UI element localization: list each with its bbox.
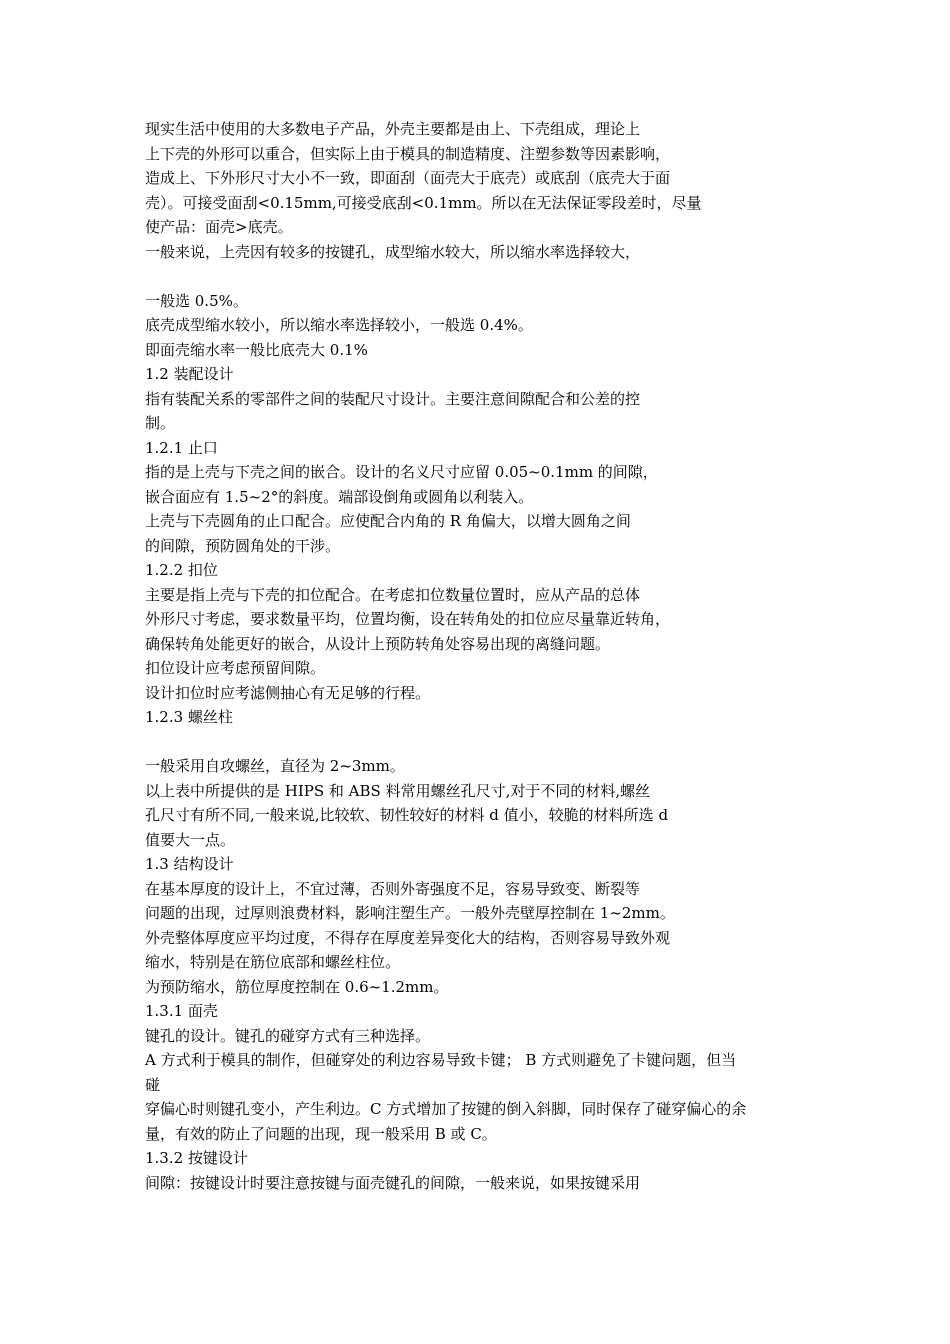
text-line: 上壳与下壳圆角的止口配合。应使配合内角的 R 角偏大，以增大圆角之间 — [145, 512, 631, 530]
text-line: 指有装配关系的零部件之间的装配尺寸设计。主要注意间隙配合和公差的控 — [145, 389, 641, 408]
text-line: 1.2 装配设计 — [145, 365, 234, 383]
text-line: A 方式利于模具的制作，但碰穿处的利边容易导致卡键； B 方式则避免了卡键问题，但当 — [145, 1051, 737, 1069]
text-line: 1.2.3 螺丝柱 — [145, 708, 233, 726]
text-line: 为预防缩水，筋位厚度控制在 0.6~1.2mm。 — [145, 977, 449, 996]
text-line: 主要是指上壳与下壳的扣位配合。在考虑扣位数量位置时，应从产品的总体 — [145, 585, 641, 604]
text-line: 设计扣位时应考滤侧抽心有无足够的行程。 — [145, 683, 431, 702]
text-line: 一般采用自攻螺丝，直径为 2~3mm。 — [145, 757, 405, 775]
text-line: 缩水，特别是在筋位底部和螺丝柱位。 — [145, 953, 401, 971]
text-line: 即面壳缩水率一般比底壳大 0.1% — [145, 340, 368, 359]
text-line: 1.3.1 面壳 — [145, 1002, 218, 1020]
text-line: 量，有效的防止了问题的出现，现一般采用 B 或 C。 — [145, 1124, 497, 1143]
text-line: 键孔的设计。键孔的碰穿方式有三种选择。 — [145, 1026, 431, 1045]
text-line: 1.2.1 止口 — [145, 438, 218, 457]
text-line: 碰 — [145, 1075, 161, 1094]
blank-line — [145, 264, 815, 289]
text-line: 在基本厚度的设计上，不宜过薄，否则外寄强度不足，容易导致变、断裂等 — [145, 879, 641, 898]
text-line: 外壳整体厚度应平均过度，不得存在厚度差异变化大的结构，否则容易导致外观 — [145, 928, 671, 947]
text-line: 使产品：面壳>底壳。 — [145, 218, 293, 236]
text-line: 壳）。可接受面刮<0.15mm,可接受底刮<0.1mm。所以在无法保证零段差时，尽量 — [145, 193, 702, 212]
text-line: 1.3.2 按键设计 — [145, 1149, 248, 1167]
text-line: 的间隙，预防圆角处的干涉。 — [145, 536, 341, 555]
text-line: 嵌合面应有 1.5~2°的斜度。端部设倒角或圆角以利装入。 — [145, 487, 534, 506]
text-line: 扣位设计应考虑预留间隙。 — [145, 659, 326, 677]
text-line: 穿偏心时则键孔变小，产生利边。C 方式增加了按键的倒入斜脚，同时保存了碰穿偏心的余 — [145, 1100, 747, 1118]
blank-line — [145, 730, 815, 755]
text-line: 上下壳的外形可以重合，但实际上由于模具的制造精度、注塑参数等因素影响， — [145, 144, 671, 163]
text-line: 指的是上壳与下壳之间的嵌合。设计的名义尺寸应留 0.05~0.1mm 的间隙， — [145, 463, 658, 481]
text-line: 1.2.2 扣位 — [145, 561, 218, 579]
text-line: 1.3 结构设计 — [145, 855, 234, 873]
text-line: 现实生活中使用的大多数电子产品，外壳主要都是由上、下壳组成，理论上 — [145, 120, 641, 138]
text-line: 问题的出现，过厚则浪费材料，影响注塑生产。一般外壳壁厚控制在 1~2mm。 — [145, 904, 675, 922]
document-body — [145, 117, 815, 1195]
text-line: 一般来说，上壳因有较多的按键孔，成型缩水较大，所以缩水率选择较大， — [145, 242, 641, 261]
text-line: 制。 — [145, 414, 176, 432]
text-line: 确保转角处能更好的嵌合，从设计上预防转角处容易出现的离缝问题。 — [145, 634, 611, 653]
text-line: 造成上、下外形尺寸大小不一致，即面刮（面壳大于底壳）或底刮（底壳大于面 — [145, 169, 671, 187]
text-line: 底壳成型缩水较小，所以缩水率选择较小，一般选 0.4%。 — [145, 316, 533, 334]
text-line: 孔尺寸有所不同,一般来说,比较软、韧性较好的材料 d 值小，较脆的材料所选 d — [145, 806, 669, 824]
text-line: 外形尺寸考虑，要求数量平均，位置均衡，设在转角处的扣位应尽量靠近转角， — [145, 610, 671, 628]
text-line: 以上表中所提供的是 HIPS 和 ABS 料常用螺丝孔尺寸,对于不同的材料,螺丝 — [145, 781, 651, 800]
text-line: 值要大一点。 — [145, 830, 236, 849]
text-line: 一般选 0.5%。 — [145, 291, 248, 310]
text-line: 间隙：按键设计时要注意按键与面壳键孔的间隙，一般来说，如果按键采用 — [145, 1173, 641, 1192]
